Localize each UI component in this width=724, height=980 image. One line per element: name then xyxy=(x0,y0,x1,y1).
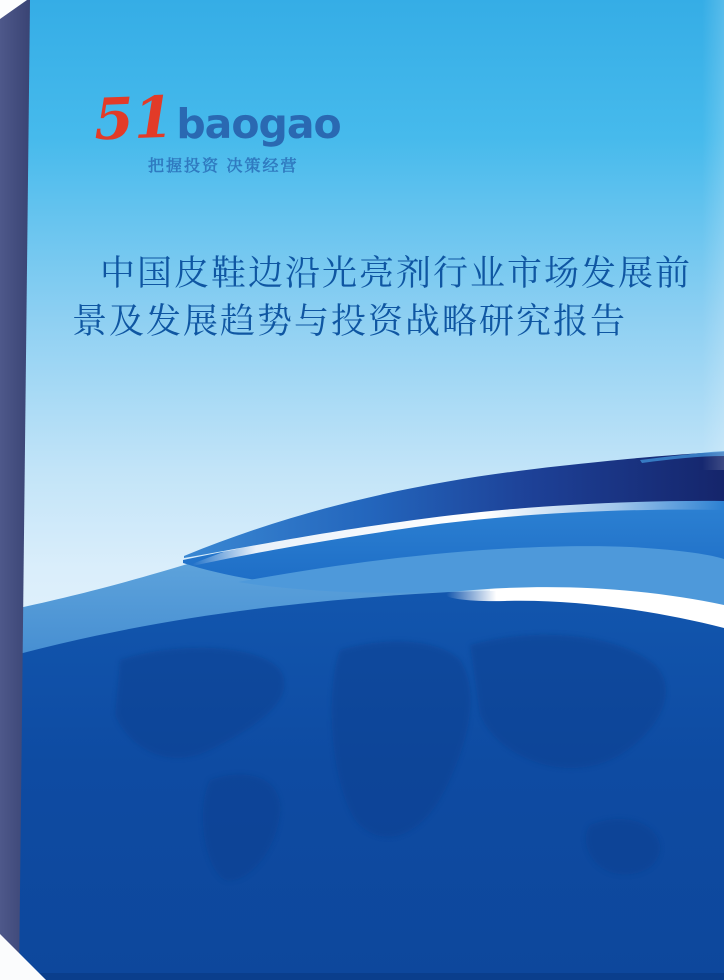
page-right-edge-highlight xyxy=(702,0,724,470)
logo-tagline: 把握投资 决策经营 xyxy=(148,158,299,175)
page-bottom-edge xyxy=(19,973,724,980)
logo-51-text: 51 xyxy=(92,83,175,154)
brand-logo-wordmark xyxy=(92,83,341,154)
report-title-line2: 景及发展趋势与投资战略研究报告 xyxy=(72,302,628,341)
report-title-line1: 中国皮鞋边沿光亮剂行业市场发展前 xyxy=(100,254,693,293)
logo-baogao-text: baogao xyxy=(176,100,341,148)
report-title xyxy=(72,250,722,346)
brand-logo xyxy=(92,83,341,176)
